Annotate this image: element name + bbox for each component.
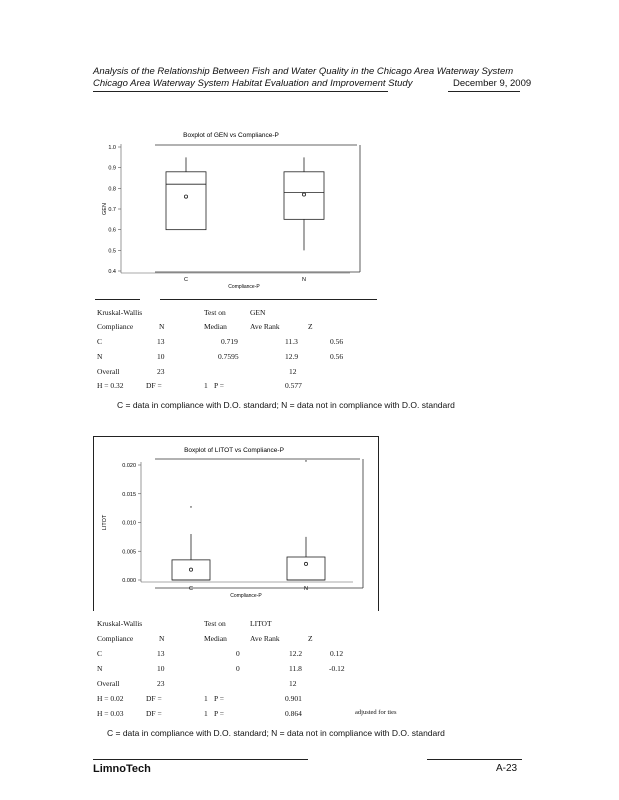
box-C (166, 172, 206, 230)
table1-row-n-median: 0.7595 (218, 352, 239, 361)
y-tick-label: 0.7 (108, 207, 116, 213)
gen-boxplot-chart (95, 120, 380, 300)
table1-df-value: 1 (204, 381, 208, 390)
y-tick-label: 0.000 (122, 578, 136, 584)
table2-header-z: Z (308, 634, 313, 643)
outlier-N: * (305, 460, 307, 467)
header-subtitle: Chicago Area Waterway System Habitat Evaluation and Improvement Study (93, 78, 413, 89)
header-date: December 9, 2009 (453, 78, 532, 89)
mean-marker-C (189, 568, 192, 571)
table1-row-c-median: 0.719 (221, 337, 238, 346)
table1-h-stat: H = 0.32 (97, 381, 124, 390)
table2-p-label-1: P = (214, 694, 224, 703)
table2-h-stat-1: H = 0.02 (97, 694, 124, 703)
table2-row-c-z: 0.12 (330, 649, 344, 658)
y-tick-label: 1.0 (108, 145, 116, 151)
table1-row-c-n: 13 (157, 337, 165, 346)
table1-row-c-z: 0.56 (330, 337, 344, 346)
y-tick-label: 0.4 (108, 269, 116, 275)
litot-boxplot-chart (95, 438, 380, 618)
table1-p-value: 0.577 (285, 381, 302, 390)
table2-row-n-z: -0.12 (329, 664, 345, 673)
table2-df-label-1: DF = (146, 694, 162, 703)
compliance-note-1: C = data in compliance with D.O. standard; N = data not in compliance with D.O. standard (117, 400, 455, 410)
footer-page-number: A-23 (496, 763, 518, 774)
header-rule (93, 91, 388, 92)
table2-title: Kruskal-Wallis (97, 619, 143, 628)
header-title: Analysis of the Relationship Between Fish and Water Quality in the Chicago Area Waterway System (93, 66, 514, 77)
table2-row-overall-n: 23 (157, 679, 165, 688)
table1-row-overall-label: Overall (97, 367, 120, 376)
table1-row-overall-rank: 12 (289, 367, 297, 376)
table1-test-on: Test on (204, 308, 226, 317)
y-tick-label: 0.005 (122, 549, 136, 556)
table2-row-overall-rank: 12 (289, 679, 297, 688)
y-tick-label: 0.015 (122, 491, 136, 498)
header-rule-right (448, 91, 520, 92)
footer-rule-right (427, 759, 522, 760)
table2-header-compliance: Compliance (97, 634, 134, 643)
table1-header-n: N (159, 322, 165, 331)
chart-title: Boxplot of GEN vs Compliance-P (183, 132, 279, 139)
table1-df-label: DF = (146, 381, 162, 390)
footer-company: LimnoTech (93, 763, 151, 775)
table2-row-n-rank: 11.8 (289, 664, 302, 673)
table2-df-value-2: 1 (204, 709, 208, 718)
box-N (284, 172, 324, 220)
mean-marker-C (184, 195, 187, 198)
table2-row-c-n: 13 (157, 649, 165, 658)
table1-row-overall-n: 23 (157, 367, 165, 376)
table2-row-c-label: C (97, 649, 103, 658)
y-axis-label: LITOT (102, 514, 108, 531)
table2-adjusted-note: adjusted for ties (355, 709, 397, 716)
table2-p-value-2: 0.864 (285, 709, 302, 718)
table1-p-label: P = (214, 381, 224, 390)
mean-marker-N (302, 193, 305, 196)
table1-row-c-rank: 11.3 (285, 337, 298, 346)
table1-title: Kruskal-Wallis (97, 308, 143, 317)
table2-header-averank: Ave Rank (250, 634, 280, 643)
y-tick-label: 0.8 (108, 186, 116, 193)
table1-row-n-label: N (97, 352, 103, 361)
outlier-C: * (190, 506, 192, 513)
table1-rule-left (95, 299, 140, 300)
table2-p-label-2: P = (214, 709, 224, 718)
y-tick-label: 0.020 (122, 463, 136, 469)
table1-header-z: Z (308, 322, 313, 331)
x-tick-label-C: C (184, 277, 188, 283)
table2-row-overall-label: Overall (97, 679, 120, 688)
y-axis-label: GEN (102, 203, 108, 215)
box-N (287, 557, 325, 580)
table1-header-averank: Ave Rank (250, 322, 280, 331)
table1-row-c-label: C (97, 337, 103, 346)
x-axis-label: Compliance-P (228, 284, 260, 290)
table2-row-n-median: 0 (236, 664, 240, 673)
table2-variable: LITOT (250, 619, 272, 628)
table1-header-compliance: Compliance (97, 322, 134, 331)
x-tick-label-N: N (304, 586, 308, 592)
table2-df-label-2: DF = (146, 709, 162, 718)
chart-title: Boxplot of LITOT vs Compliance-P (184, 447, 284, 454)
compliance-note-2: C = data in compliance with D.O. standard; N = data not in compliance with D.O. standard (107, 728, 445, 738)
table1-row-n-n: 10 (157, 352, 165, 361)
table1-variable: GEN (250, 308, 266, 317)
x-axis-label: Compliance-P (230, 593, 262, 599)
table1-row-n-rank: 12.9 (285, 352, 299, 361)
x-tick-label-C: C (189, 586, 193, 592)
table2-h-stat-2: H = 0.03 (97, 709, 124, 718)
table2-df-value-1: 1 (204, 694, 208, 703)
footer-rule-left (93, 759, 308, 760)
table2-row-c-median: 0 (236, 649, 240, 658)
table2-p-value-1: 0.901 (285, 694, 302, 703)
y-tick-label: 0.5 (108, 248, 116, 255)
table2-row-n-n: 10 (157, 664, 165, 673)
table1-row-n-z: 0.56 (330, 352, 344, 361)
mean-marker-N (304, 562, 307, 565)
table2-row-n-label: N (97, 664, 103, 673)
table1-rule-right (160, 299, 377, 300)
y-tick-label: 0.6 (108, 227, 116, 234)
table2-test-on: Test on (204, 619, 226, 628)
table1-header-median: Median (204, 322, 227, 331)
table2-header-median: Median (204, 634, 227, 643)
table2-header-n: N (159, 634, 165, 643)
box-C (172, 560, 210, 580)
table2-row-c-rank: 12.2 (289, 649, 303, 658)
y-tick-label: 0.9 (108, 165, 116, 172)
x-tick-label-N: N (302, 277, 306, 283)
y-tick-label: 0.010 (122, 520, 136, 527)
